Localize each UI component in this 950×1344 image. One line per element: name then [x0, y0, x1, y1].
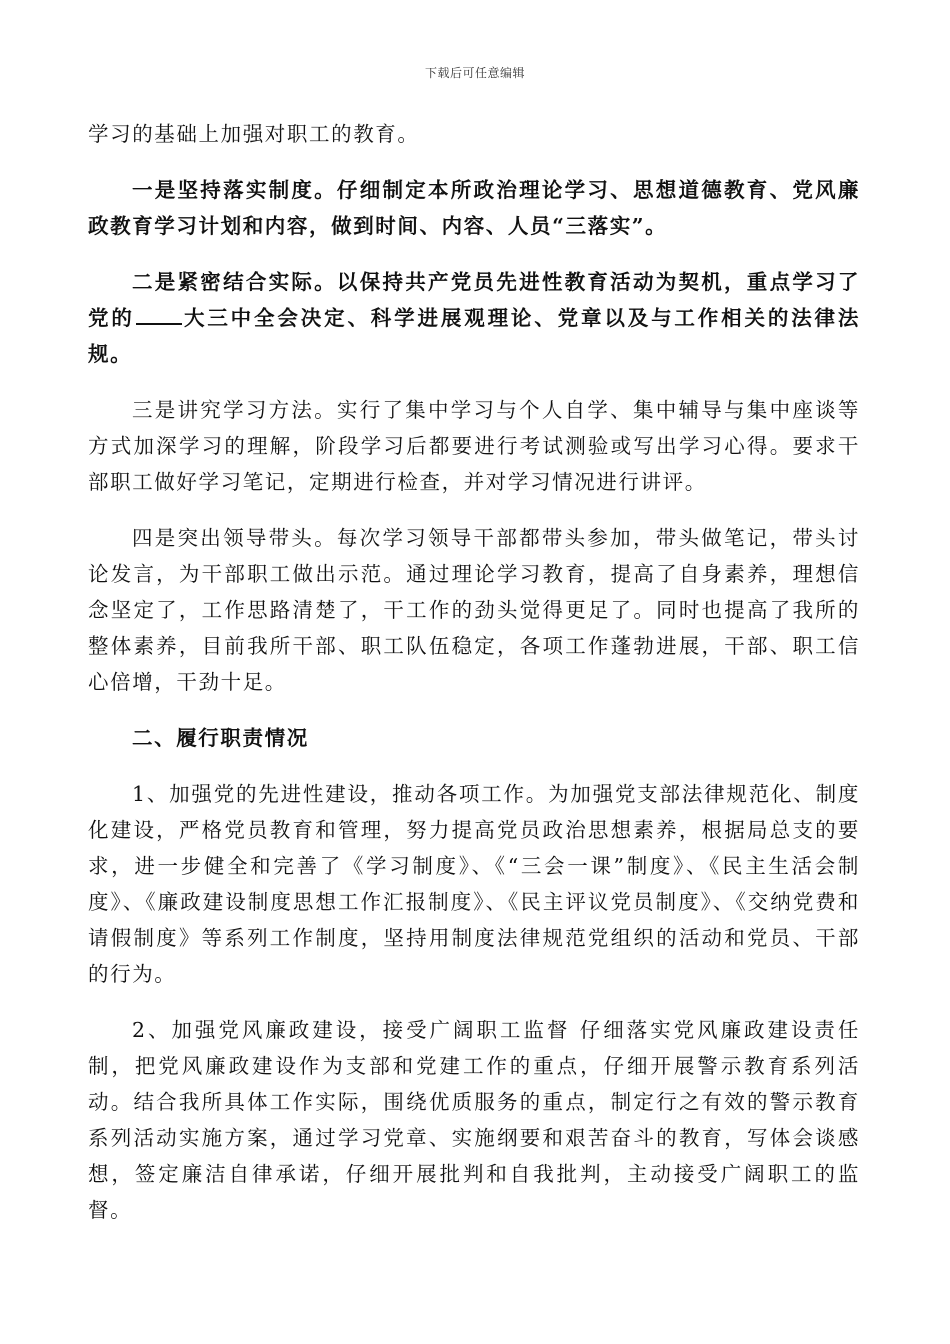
- paragraph-continuation: 学习的基础上加强对职工的教育。: [88, 122, 420, 146]
- document-body: [88, 116, 860, 1228]
- paragraph-point-three: 三是讲究学习方法。实行了集中学习与个人自学、集中辅导与集中座谈等方式加深学习的理解，阶段学习后都要进行考试测验或写出学习心得。要求干部职工做好学习笔记，定期进行检查，并对学习情况进行讲评。: [88, 398, 860, 494]
- paragraph-point-one: 一是坚持落实制度。仔细制定本所政治理论学习、思想道德教育、党风廉政教育学习计划和内容，做到时间、内容、人员“三落实”。: [88, 178, 860, 238]
- paragraph-item-one: 1、加强党的先进性建设，推动各项工作。为加强党支部法律规范化、制度化建设，严格党员教育和管理，努力提高党员政治思想素养，根据局总支的要求，进一步健全和完善了《学习制度》、《“三会一课”制度》、《民主生活会制度》、《廉政建设制度思想工作汇报制度》、《民主评议党员制度》、《交纳党费和请假制度》等系列工作制度，坚持用制度法律规范党组织的活动和党员、干部的行为。: [88, 782, 860, 986]
- paragraph-item-two: 2、加强党风廉政建设，接受广阔职工监督 仔细落实党风廉政建设责任制，把党风廉政建设作为支部和党建工作的重点，仔细开展警示教育系列活动。结合我所具体工作实际，围绕优质服务的重点，制定行之有效的警示教育系列活动实施方案，通过学习党章、实施纲要和艰苦奋斗的教育，写体会谈感想，签定廉洁自律承诺，仔细开展批判和自我批判，主动接受广阔职工的监督。: [88, 1018, 860, 1222]
- fill-in-blank: [136, 301, 182, 325]
- point-two-text-after: 大三中全会决定、科学进展观理论、党章以及与工作相关的法律法规。: [88, 306, 860, 366]
- paragraph-point-four: 四是突出领导带头。每次学习领导干部都带头参加，带头做笔记，带头讨论发言，为干部职工做出示范。通过理论学习教育，提高了自身素养，理想信念坚定了，工作思路清楚了，干工作的劲头觉得更足了。同时也提高了我所的整体素养，目前我所干部、职工队伍稳定，各项工作蓬勃进展，干部、职工信心倍增，干劲十足。: [88, 526, 860, 694]
- page-header: 下载后可任意编辑: [424, 66, 525, 80]
- paragraph-point-two: [88, 264, 860, 372]
- section-heading: 二、履行职责情况: [132, 726, 309, 750]
- point-two-text-before: 二是紧密结合实际。以保持共产党员先进性教育活动为契机，重点学习了党的: [88, 270, 860, 330]
